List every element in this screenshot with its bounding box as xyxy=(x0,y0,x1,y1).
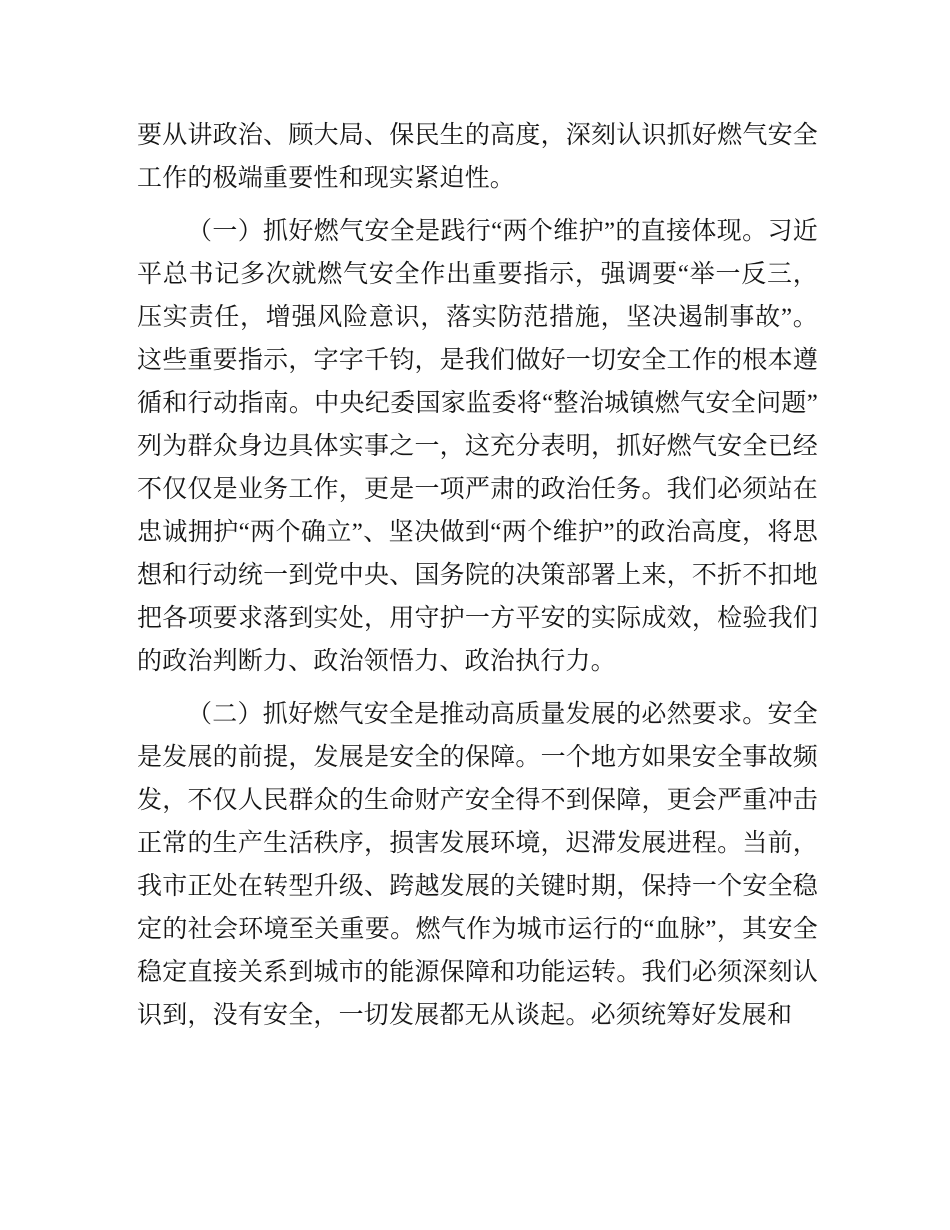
paragraph-section-2: （二）抓好燃气安全是推动高质量发展的必然要求。安全是发展的前提，发展是安全的保障。一个地方如果安全事故频发，不仅人民群众的生命财产安全得不到保障，更会严重冲击正常的生产生活秩序，损害发展环境，迟滞发展进程。当前，我市正处在转型升级、跨越发展的关键时期，保持一个安全稳定的社会环境至关重要。燃气作为城市运行的“血脉”，其安全稳定直接关系到城市的能源保障和功能运转。我们必须深刻认识到，没有安全，一切发展都无从谈起。必须统筹好发展和 xyxy=(137,701,818,1029)
paragraph-continuation: 要从讲政治、顾大局、保民生的高度，深刻认识抓好燃气安全工作的极端重要性和现实紧迫性。 xyxy=(137,122,818,192)
paragraph-section-1: （一）抓好燃气安全是践行“两个维护”的直接体现。习近平总书记多次就燃气安全作出重要指示，强调要“举一反三，压实责任，增强风险意识，落实防范措施，坚决遏制事故”。这些重要指示，字字千钧，是我们做好一切安全工作的根本遵循和行动指南。中央纪委国家监委将“整治城镇燃气安全问题”列为群众身边具体实事之一，这充分表明，抓好燃气安全已经不仅仅是业务工作，更是一项严肃的政治任务。我们必须站在忠诚拥护“两个确立”、坚决做到“两个维护”的政治高度，将思想和行动统一到党中央、国务院的决策部署上来，不折不扣地把各项要求落到实处，用守护一方平安的实际成效，检验我们的政治判断力、政治领悟力、政治执行力。 xyxy=(137,218,818,675)
document-text-block xyxy=(137,114,818,1037)
